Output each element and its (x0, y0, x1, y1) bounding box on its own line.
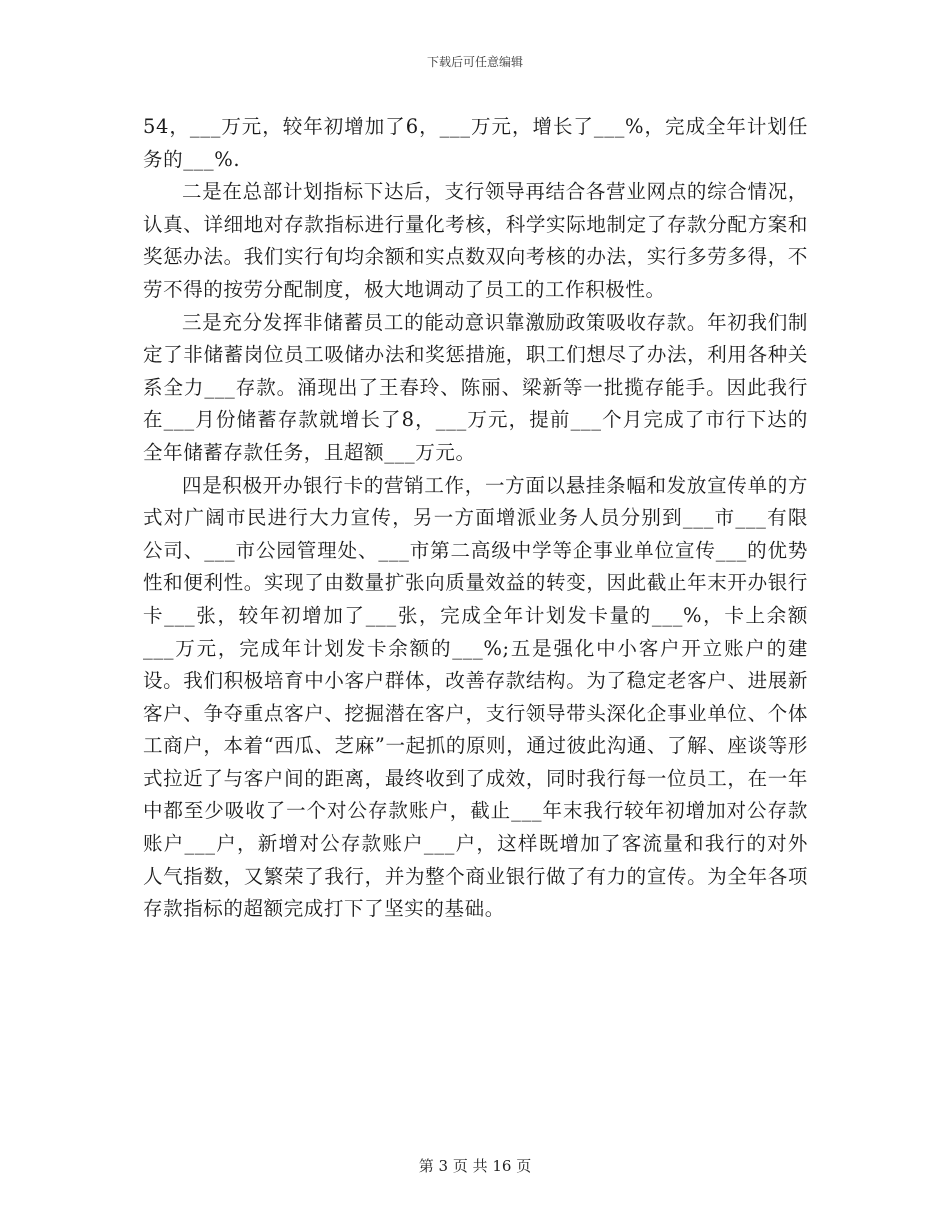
document-body (143, 111, 808, 926)
paragraph-item-three: 三是充分发挥非储蓄员工的能动意识靠激励政策吸收存款。年初我们制定了非储蓄岗位员工吸储办法和奖惩措施，职工们想尽了办法，利用各种关系全力___存款。涌现出了王春玲、陈丽、梁新等一批揽存能手。因此我行在___月份储蓄存款就增长了8，___万元，提前___个月完成了市行下达的全年储蓄存款任务，且超额___万元。 (143, 310, 808, 464)
paragraph-item-two: 二是在总部计划指标下达后，支行领导再结合各营业网点的综合情况，认真、详细地对存款指标进行量化考核，科学实际地制定了存款分配方案和奖惩办法。我们实行旬均余额和实点数双向考核的办法，实行多劳多得，不劳不得的按劳分配制度，极大地调动了员工的工作积极性。 (143, 180, 808, 301)
paragraph-item-four: 四是积极开办银行卡的营销工作，一方面以悬挂条幅和发放宣传单的方式对广阔市民进行大力宣传，另一方面增派业务人员分别到___市___有限公司、___市公园管理处、___市第二高级中学等企事业单位宣传___的优势性和便利性。实现了由数量扩张向质量效益的转变，因此截止年末开办银行卡___张，较年初增加了___张，完成全年计划发卡量的___%，卡上余额___万元，完成年计划发卡余额的___%;五是强化中小客户开立账户的建设。我们积极培育中小客户群体，改善存款结构。为了稳定老客户、进展新客户、争夺重点客户、挖掘潜在客户，支行领导带头深化企事业单位、个体工商户，本着“西瓜、芝麻”一起抓的原则，通过彼此沟通、了解、座谈等形式拉近了与客户间的距离，最终收到了成效，同时我行每一位员工，在一年中都至少吸收了一个对公存款账户，截止___年末我行较年初增加对公存款账户___户，新增对公存款账户___户，这样既增加了客流量和我行的对外人气指数，又繁荣了我行，并为整个商业银行做了有力的宣传。为全年各项存款指标的超额完成打下了坚实的基础。 (143, 473, 808, 921)
page-number: 第 3 页 共 16 页 (418, 1157, 532, 1175)
paragraph-continuation: 54，___万元，较年初增加了6，___万元，增长了___%，完成全年计划任务的___%. (143, 115, 808, 171)
page-header: 下载后可任意编辑 (426, 55, 523, 69)
